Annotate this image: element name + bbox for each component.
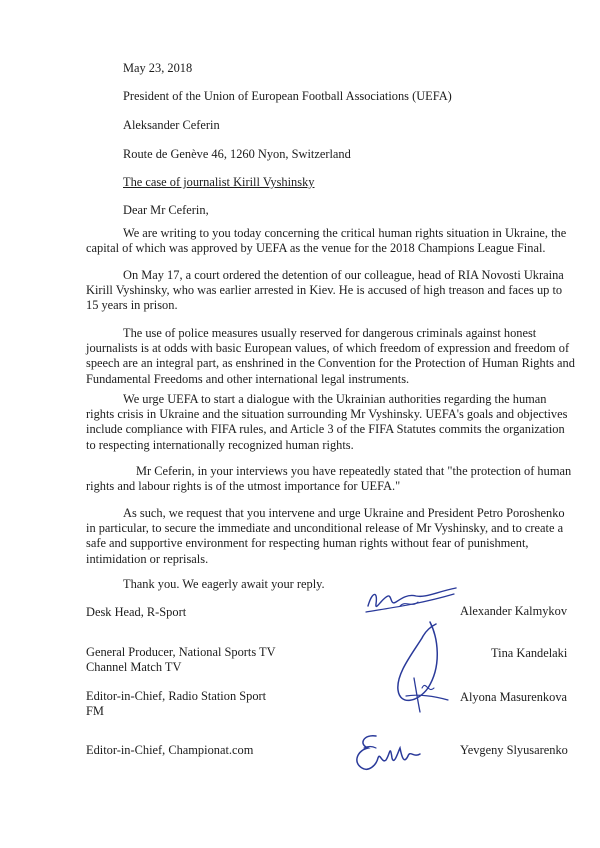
signature-kalmykov [360,584,460,620]
closing-line: Thank you. We eagerly await your reply. [123,577,325,591]
role-line: Channel Match TV [86,660,182,675]
signatory-role: Editor-in-Chief, Championat.com [86,743,254,757]
paragraph-line: rights and labour rights is of the utmost importance for UEFA." [86,479,401,494]
paragraph-6 [86,506,565,567]
paragraph-line: Kirill Vyshinsky, who was earlier arrested in Kiev. He is accused of high treason and faces up to [86,283,563,298]
paragraph-line: We urge UEFA to start a dialogue with the Ukrainian authorities regarding the human [123,392,547,406]
paragraph-2 [86,268,564,314]
signatory-role [86,645,276,675]
paragraph-line: safe and supportive environment for respecting human rights without fear of punishment, [86,536,529,551]
paragraph-line: intimidation or reprisals. [86,551,209,566]
paragraph-line: journalists is at odds with basic European values, of which freedom of expression and freedom of [86,341,570,356]
paragraph-line: 15 years in prison. [86,298,178,313]
paragraph-line: rights crisis in Ukraine and the situation surrounding Mr Vyshinsky. UEFA's goals and objectives [86,407,568,422]
paragraph-line: We are writing to you today concerning the critical human rights situation in Ukraine, the [123,226,567,240]
signatory-name: Alyona Masurenkova [460,690,568,704]
signatory-name: Yevgeny Slyusarenko [460,743,568,757]
paragraph-line: to respecting internationally recognized human rights. [86,437,354,452]
paragraph-line: capital of which was approved by UEFA as the venue for the 2018 Champions League Final. [86,241,546,256]
paragraph-4 [86,392,567,453]
letter-date: May 23, 2018 [123,61,193,75]
paragraph-line: As such, we request that you intervene and urge Ukraine and President Petro Poroshenko [123,506,565,520]
recipient-title: President of the Union of European Football Associations (UEFA) [123,89,452,103]
signature-kandelaki [378,618,468,714]
recipient-address: Route de Genève 46, 1260 Nyon, Switzerland [123,147,351,161]
recipient-name: Aleksander Ceferin [123,118,220,132]
paragraph-line: Mr Ceferin, in your interviews you have repeatedly stated that "the protection of human [136,464,572,478]
paragraph-5 [86,464,571,494]
letter-subject: The case of journalist Kirill Vyshinsky [123,175,315,189]
paragraph-1 [86,226,566,256]
paragraph-line: in particular, to secure the immediate and unconditional release of Mr Vyshinsky, and to create a [86,521,564,536]
signatory-role [86,689,266,719]
signature-slyusarenko [346,730,430,776]
role-line: Editor-in-Chief, Radio Station Sport [86,689,267,703]
role-line: FM [86,704,104,719]
role-line: General Producer, National Sports TV [86,645,276,659]
paragraph-line: speech are an integral part, as enshrined in the Convention for the Protection of Human Rights and [86,356,575,371]
paragraph-line: include compliance with FIFA rules, and Article 3 of the FIFA Statutes commits the organization [86,422,565,437]
signatory-role: Desk Head, R-Sport [86,605,187,619]
signatory-name: Tina Kandelaki [491,646,568,660]
paragraph-line: The use of police measures usually reserved for dangerous criminals against honest [123,326,537,340]
paragraph-3 [86,326,575,387]
paragraph-line: On May 17, a court ordered the detention of our colleague, head of RIA Novosti Ukraina [123,268,564,282]
salutation: Dear Mr Ceferin, [123,203,209,217]
paragraph-line: Fundamental Freedoms and other international legal instruments. [86,371,410,386]
signatory-name: Alexander Kalmykov [460,604,568,618]
